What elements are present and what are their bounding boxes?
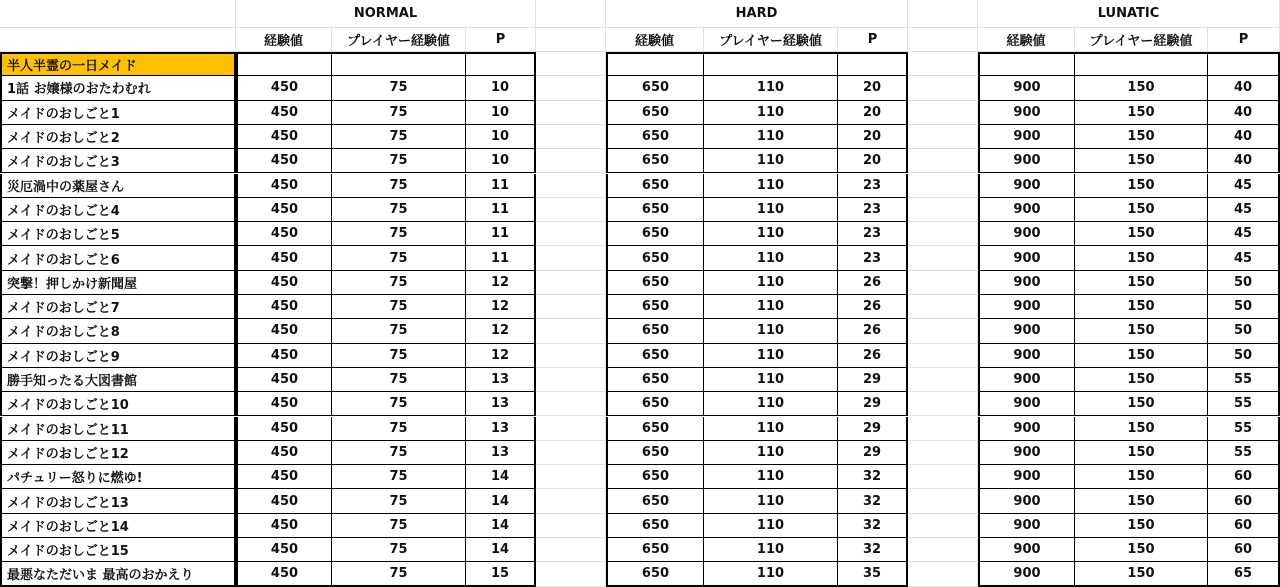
- value-cell[interactable]: 75: [332, 489, 466, 513]
- value-cell[interactable]: 650: [606, 489, 704, 513]
- value-cell[interactable]: 75: [332, 271, 466, 295]
- value-cell[interactable]: 900: [978, 441, 1075, 465]
- value-cell[interactable]: 450: [236, 125, 332, 149]
- value-cell[interactable]: 150: [1075, 198, 1208, 222]
- column-header[interactable]: 経験値: [606, 28, 704, 52]
- column-header[interactable]: P: [838, 28, 908, 52]
- value-cell[interactable]: 650: [606, 441, 704, 465]
- cell-blank[interactable]: [0, 0, 236, 28]
- stage-name-cell[interactable]: メイドのおしごと1: [0, 101, 236, 125]
- value-cell[interactable]: 450: [236, 198, 332, 222]
- value-cell[interactable]: [1208, 52, 1280, 76]
- value-cell[interactable]: 110: [704, 174, 838, 198]
- value-cell[interactable]: 10: [466, 101, 536, 125]
- cell-blank[interactable]: [908, 514, 978, 538]
- value-cell[interactable]: 900: [978, 76, 1075, 100]
- value-cell[interactable]: 110: [704, 76, 838, 100]
- value-cell[interactable]: 110: [704, 295, 838, 319]
- value-cell[interactable]: 45: [1208, 198, 1280, 222]
- value-cell[interactable]: 110: [704, 441, 838, 465]
- cell-blank[interactable]: [908, 441, 978, 465]
- cell-blank[interactable]: [536, 514, 606, 538]
- cell-blank[interactable]: [536, 52, 606, 76]
- value-cell[interactable]: 32: [838, 514, 908, 538]
- value-cell[interactable]: 150: [1075, 538, 1208, 562]
- value-cell[interactable]: 29: [838, 441, 908, 465]
- value-cell[interactable]: 450: [236, 417, 332, 441]
- cell-blank[interactable]: [536, 368, 606, 392]
- value-cell[interactable]: 110: [704, 246, 838, 270]
- cell-blank[interactable]: [908, 319, 978, 343]
- value-cell[interactable]: 60: [1208, 489, 1280, 513]
- value-cell[interactable]: 75: [332, 295, 466, 319]
- stage-name-cell[interactable]: メイドのおしごと13: [0, 489, 236, 513]
- value-cell[interactable]: 110: [704, 417, 838, 441]
- value-cell[interactable]: 450: [236, 319, 332, 343]
- section-title-cell[interactable]: 半人半霊の一日メイド: [0, 52, 236, 76]
- cell-blank[interactable]: [908, 198, 978, 222]
- value-cell[interactable]: 50: [1208, 271, 1280, 295]
- value-cell[interactable]: 450: [236, 465, 332, 489]
- value-cell[interactable]: 12: [466, 319, 536, 343]
- value-cell[interactable]: 150: [1075, 441, 1208, 465]
- value-cell[interactable]: 110: [704, 198, 838, 222]
- value-cell[interactable]: 650: [606, 174, 704, 198]
- stage-name-cell[interactable]: メイドのおしごと12: [0, 441, 236, 465]
- stage-name-cell[interactable]: 突撃！押しかけ新聞屋: [0, 271, 236, 295]
- value-cell[interactable]: 900: [978, 538, 1075, 562]
- cell-blank[interactable]: [536, 246, 606, 270]
- value-cell[interactable]: 900: [978, 271, 1075, 295]
- value-cell[interactable]: 650: [606, 319, 704, 343]
- cell-blank[interactable]: [908, 246, 978, 270]
- value-cell[interactable]: 450: [236, 368, 332, 392]
- value-cell[interactable]: 29: [838, 392, 908, 416]
- cell-blank[interactable]: [908, 417, 978, 441]
- value-cell[interactable]: 60: [1208, 538, 1280, 562]
- stage-name-cell[interactable]: メイドのおしごと5: [0, 222, 236, 246]
- value-cell[interactable]: 45: [1208, 222, 1280, 246]
- value-cell[interactable]: 75: [332, 465, 466, 489]
- cell-blank[interactable]: [908, 222, 978, 246]
- value-cell[interactable]: 450: [236, 222, 332, 246]
- value-cell[interactable]: 650: [606, 295, 704, 319]
- cell-blank[interactable]: [908, 538, 978, 562]
- value-cell[interactable]: 900: [978, 489, 1075, 513]
- value-cell[interactable]: 450: [236, 562, 332, 586]
- cell-blank[interactable]: [536, 149, 606, 173]
- value-cell[interactable]: 50: [1208, 319, 1280, 343]
- value-cell[interactable]: 650: [606, 392, 704, 416]
- value-cell[interactable]: 75: [332, 538, 466, 562]
- value-cell[interactable]: 110: [704, 319, 838, 343]
- cell-blank[interactable]: [536, 562, 606, 586]
- value-cell[interactable]: 35: [838, 562, 908, 586]
- stage-name-cell[interactable]: メイドのおしごと9: [0, 344, 236, 368]
- value-cell[interactable]: 26: [838, 271, 908, 295]
- value-cell[interactable]: 14: [466, 489, 536, 513]
- value-cell[interactable]: [332, 52, 466, 76]
- column-header[interactable]: 経験値: [236, 28, 332, 52]
- value-cell[interactable]: 650: [606, 344, 704, 368]
- value-cell[interactable]: 11: [466, 246, 536, 270]
- difficulty-title-lunatic[interactable]: LUNATIC: [978, 0, 1280, 28]
- cell-blank[interactable]: [908, 0, 978, 28]
- value-cell[interactable]: 650: [606, 562, 704, 586]
- value-cell[interactable]: 900: [978, 344, 1075, 368]
- cell-blank[interactable]: [908, 271, 978, 295]
- value-cell[interactable]: 32: [838, 465, 908, 489]
- value-cell[interactable]: 650: [606, 76, 704, 100]
- stage-name-cell[interactable]: メイドのおしごと11: [0, 417, 236, 441]
- value-cell[interactable]: 650: [606, 149, 704, 173]
- cell-blank[interactable]: [908, 295, 978, 319]
- cell-blank[interactable]: [536, 174, 606, 198]
- value-cell[interactable]: 900: [978, 198, 1075, 222]
- cell-blank[interactable]: [536, 125, 606, 149]
- value-cell[interactable]: 450: [236, 344, 332, 368]
- value-cell[interactable]: 50: [1208, 295, 1280, 319]
- value-cell[interactable]: 650: [606, 101, 704, 125]
- cell-blank[interactable]: [908, 344, 978, 368]
- value-cell[interactable]: 12: [466, 295, 536, 319]
- value-cell[interactable]: 150: [1075, 417, 1208, 441]
- value-cell[interactable]: 75: [332, 101, 466, 125]
- value-cell[interactable]: 20: [838, 76, 908, 100]
- cell-blank[interactable]: [536, 271, 606, 295]
- value-cell[interactable]: 450: [236, 76, 332, 100]
- value-cell[interactable]: 26: [838, 319, 908, 343]
- value-cell[interactable]: 450: [236, 489, 332, 513]
- stage-name-cell[interactable]: パチュリー怒りに燃ゆ!: [0, 465, 236, 489]
- stage-name-cell[interactable]: メイドのおしごと10: [0, 392, 236, 416]
- difficulty-title-normal[interactable]: NORMAL: [236, 0, 536, 28]
- value-cell[interactable]: 110: [704, 271, 838, 295]
- cell-blank[interactable]: [908, 174, 978, 198]
- value-cell[interactable]: 10: [466, 76, 536, 100]
- stage-name-cell[interactable]: メイドのおしごと7: [0, 295, 236, 319]
- cell-blank[interactable]: [908, 101, 978, 125]
- value-cell[interactable]: 29: [838, 368, 908, 392]
- cell-blank[interactable]: [536, 392, 606, 416]
- value-cell[interactable]: 150: [1075, 562, 1208, 586]
- value-cell[interactable]: [838, 52, 908, 76]
- cell-blank[interactable]: [536, 538, 606, 562]
- stage-name-cell[interactable]: 最悪なただいま 最高のおかえり: [0, 562, 236, 586]
- value-cell[interactable]: 650: [606, 538, 704, 562]
- value-cell[interactable]: 150: [1075, 368, 1208, 392]
- value-cell[interactable]: 75: [332, 174, 466, 198]
- value-cell[interactable]: 75: [332, 441, 466, 465]
- difficulty-title-hard[interactable]: HARD: [606, 0, 908, 28]
- value-cell[interactable]: 110: [704, 392, 838, 416]
- value-cell[interactable]: 50: [1208, 344, 1280, 368]
- value-cell[interactable]: 450: [236, 392, 332, 416]
- value-cell[interactable]: 32: [838, 489, 908, 513]
- cell-blank[interactable]: [536, 417, 606, 441]
- value-cell[interactable]: 900: [978, 465, 1075, 489]
- value-cell[interactable]: 45: [1208, 174, 1280, 198]
- value-cell[interactable]: [606, 52, 704, 76]
- cell-blank[interactable]: [908, 465, 978, 489]
- column-header[interactable]: P: [1208, 28, 1280, 52]
- value-cell[interactable]: 450: [236, 295, 332, 319]
- value-cell[interactable]: 75: [332, 198, 466, 222]
- value-cell[interactable]: 23: [838, 246, 908, 270]
- value-cell[interactable]: 150: [1075, 319, 1208, 343]
- value-cell[interactable]: [236, 52, 332, 76]
- value-cell[interactable]: 650: [606, 417, 704, 441]
- value-cell[interactable]: 75: [332, 76, 466, 100]
- value-cell[interactable]: 55: [1208, 368, 1280, 392]
- cell-blank[interactable]: [908, 149, 978, 173]
- value-cell[interactable]: 75: [332, 417, 466, 441]
- stage-name-cell[interactable]: 1話 お嬢様のおたわむれ: [0, 76, 236, 100]
- value-cell[interactable]: 75: [332, 149, 466, 173]
- value-cell[interactable]: 20: [838, 125, 908, 149]
- value-cell[interactable]: 450: [236, 271, 332, 295]
- cell-blank[interactable]: [908, 76, 978, 100]
- value-cell[interactable]: 150: [1075, 344, 1208, 368]
- value-cell[interactable]: 75: [332, 222, 466, 246]
- value-cell[interactable]: 900: [978, 368, 1075, 392]
- value-cell[interactable]: 900: [978, 514, 1075, 538]
- value-cell[interactable]: 450: [236, 538, 332, 562]
- value-cell[interactable]: 900: [978, 125, 1075, 149]
- value-cell[interactable]: 60: [1208, 465, 1280, 489]
- cell-blank[interactable]: [908, 125, 978, 149]
- stage-name-cell[interactable]: メイドのおしごと3: [0, 149, 236, 173]
- value-cell[interactable]: 150: [1075, 101, 1208, 125]
- cell-blank[interactable]: [536, 101, 606, 125]
- value-cell[interactable]: 12: [466, 344, 536, 368]
- value-cell[interactable]: 650: [606, 246, 704, 270]
- value-cell[interactable]: 20: [838, 149, 908, 173]
- value-cell[interactable]: 110: [704, 368, 838, 392]
- value-cell[interactable]: 32: [838, 538, 908, 562]
- value-cell[interactable]: 75: [332, 319, 466, 343]
- value-cell[interactable]: 23: [838, 198, 908, 222]
- cell-blank[interactable]: [536, 0, 606, 28]
- stage-name-cell[interactable]: メイドのおしごと6: [0, 246, 236, 270]
- value-cell[interactable]: 110: [704, 562, 838, 586]
- value-cell[interactable]: 60: [1208, 514, 1280, 538]
- value-cell[interactable]: 450: [236, 441, 332, 465]
- value-cell[interactable]: 13: [466, 392, 536, 416]
- value-cell[interactable]: 150: [1075, 489, 1208, 513]
- value-cell[interactable]: 150: [1075, 271, 1208, 295]
- value-cell[interactable]: 40: [1208, 76, 1280, 100]
- cell-blank[interactable]: [536, 465, 606, 489]
- value-cell[interactable]: 11: [466, 174, 536, 198]
- cell-blank[interactable]: [536, 295, 606, 319]
- value-cell[interactable]: 650: [606, 271, 704, 295]
- value-cell[interactable]: 11: [466, 198, 536, 222]
- value-cell[interactable]: 110: [704, 101, 838, 125]
- value-cell[interactable]: 450: [236, 246, 332, 270]
- value-cell[interactable]: 14: [466, 465, 536, 489]
- value-cell[interactable]: 900: [978, 392, 1075, 416]
- value-cell[interactable]: 26: [838, 295, 908, 319]
- cell-blank[interactable]: [908, 562, 978, 586]
- value-cell[interactable]: 150: [1075, 514, 1208, 538]
- value-cell[interactable]: 10: [466, 125, 536, 149]
- value-cell[interactable]: 14: [466, 514, 536, 538]
- value-cell[interactable]: 900: [978, 149, 1075, 173]
- cell-blank[interactable]: [0, 28, 236, 52]
- value-cell[interactable]: 13: [466, 441, 536, 465]
- column-header[interactable]: プレイヤー経験値: [704, 28, 838, 52]
- value-cell[interactable]: 55: [1208, 441, 1280, 465]
- cell-blank[interactable]: [908, 28, 978, 52]
- value-cell[interactable]: 23: [838, 174, 908, 198]
- value-cell[interactable]: 150: [1075, 392, 1208, 416]
- cell-blank[interactable]: [536, 441, 606, 465]
- stage-name-cell[interactable]: 勝手知ったる大図書館: [0, 368, 236, 392]
- value-cell[interactable]: 75: [332, 562, 466, 586]
- value-cell[interactable]: 29: [838, 417, 908, 441]
- stage-name-cell[interactable]: メイドのおしごと8: [0, 319, 236, 343]
- value-cell[interactable]: 650: [606, 125, 704, 149]
- value-cell[interactable]: 150: [1075, 174, 1208, 198]
- column-header[interactable]: プレイヤー経験値: [332, 28, 466, 52]
- value-cell[interactable]: 40: [1208, 101, 1280, 125]
- value-cell[interactable]: 150: [1075, 125, 1208, 149]
- value-cell[interactable]: 650: [606, 222, 704, 246]
- value-cell[interactable]: 10: [466, 149, 536, 173]
- cell-blank[interactable]: [908, 52, 978, 76]
- value-cell[interactable]: 110: [704, 222, 838, 246]
- value-cell[interactable]: 20: [838, 101, 908, 125]
- value-cell[interactable]: 150: [1075, 295, 1208, 319]
- value-cell[interactable]: 11: [466, 222, 536, 246]
- value-cell[interactable]: 23: [838, 222, 908, 246]
- value-cell[interactable]: 65: [1208, 562, 1280, 586]
- value-cell[interactable]: 900: [978, 222, 1075, 246]
- value-cell[interactable]: [978, 52, 1075, 76]
- value-cell[interactable]: 13: [466, 417, 536, 441]
- value-cell[interactable]: 150: [1075, 222, 1208, 246]
- value-cell[interactable]: 110: [704, 514, 838, 538]
- value-cell[interactable]: 75: [332, 368, 466, 392]
- value-cell[interactable]: 110: [704, 125, 838, 149]
- value-cell[interactable]: 26: [838, 344, 908, 368]
- column-header[interactable]: プレイヤー経験値: [1075, 28, 1208, 52]
- value-cell[interactable]: 40: [1208, 149, 1280, 173]
- value-cell[interactable]: 150: [1075, 149, 1208, 173]
- cell-blank[interactable]: [536, 76, 606, 100]
- value-cell[interactable]: 900: [978, 562, 1075, 586]
- stage-name-cell[interactable]: メイドのおしごと15: [0, 538, 236, 562]
- value-cell[interactable]: 110: [704, 344, 838, 368]
- value-cell[interactable]: [466, 52, 536, 76]
- stage-name-cell[interactable]: メイドのおしごと2: [0, 125, 236, 149]
- value-cell[interactable]: 450: [236, 149, 332, 173]
- value-cell[interactable]: 13: [466, 368, 536, 392]
- cell-blank[interactable]: [908, 392, 978, 416]
- cell-blank[interactable]: [536, 198, 606, 222]
- value-cell[interactable]: 75: [332, 344, 466, 368]
- value-cell[interactable]: 45: [1208, 246, 1280, 270]
- value-cell[interactable]: 900: [978, 417, 1075, 441]
- value-cell[interactable]: 900: [978, 101, 1075, 125]
- stage-name-cell[interactable]: 災厄渦中の薬屋さん: [0, 174, 236, 198]
- cell-blank[interactable]: [536, 489, 606, 513]
- value-cell[interactable]: 900: [978, 295, 1075, 319]
- cell-blank[interactable]: [536, 222, 606, 246]
- value-cell[interactable]: 450: [236, 514, 332, 538]
- value-cell[interactable]: 110: [704, 538, 838, 562]
- value-cell[interactable]: 900: [978, 174, 1075, 198]
- value-cell[interactable]: 12: [466, 271, 536, 295]
- value-cell[interactable]: 75: [332, 514, 466, 538]
- value-cell[interactable]: 650: [606, 465, 704, 489]
- cell-blank[interactable]: [536, 28, 606, 52]
- value-cell[interactable]: 450: [236, 174, 332, 198]
- value-cell[interactable]: 110: [704, 149, 838, 173]
- value-cell[interactable]: 650: [606, 514, 704, 538]
- cell-blank[interactable]: [908, 368, 978, 392]
- stage-name-cell[interactable]: メイドのおしごと14: [0, 514, 236, 538]
- value-cell[interactable]: 55: [1208, 392, 1280, 416]
- value-cell[interactable]: 40: [1208, 125, 1280, 149]
- column-header[interactable]: P: [466, 28, 536, 52]
- value-cell[interactable]: 75: [332, 125, 466, 149]
- value-cell[interactable]: 900: [978, 246, 1075, 270]
- value-cell[interactable]: 14: [466, 538, 536, 562]
- value-cell[interactable]: [704, 52, 838, 76]
- value-cell[interactable]: 150: [1075, 465, 1208, 489]
- value-cell[interactable]: 75: [332, 392, 466, 416]
- value-cell[interactable]: 650: [606, 198, 704, 222]
- value-cell[interactable]: 110: [704, 489, 838, 513]
- value-cell[interactable]: [1075, 52, 1208, 76]
- stage-name-cell[interactable]: メイドのおしごと4: [0, 198, 236, 222]
- value-cell[interactable]: 55: [1208, 417, 1280, 441]
- cell-blank[interactable]: [536, 319, 606, 343]
- column-header[interactable]: 経験値: [978, 28, 1075, 52]
- value-cell[interactable]: 150: [1075, 246, 1208, 270]
- value-cell[interactable]: 75: [332, 246, 466, 270]
- value-cell[interactable]: 110: [704, 465, 838, 489]
- value-cell[interactable]: 450: [236, 101, 332, 125]
- value-cell[interactable]: 650: [606, 368, 704, 392]
- value-cell[interactable]: 15: [466, 562, 536, 586]
- cell-blank[interactable]: [536, 344, 606, 368]
- value-cell[interactable]: 900: [978, 319, 1075, 343]
- value-cell[interactable]: 150: [1075, 76, 1208, 100]
- cell-blank[interactable]: [908, 489, 978, 513]
